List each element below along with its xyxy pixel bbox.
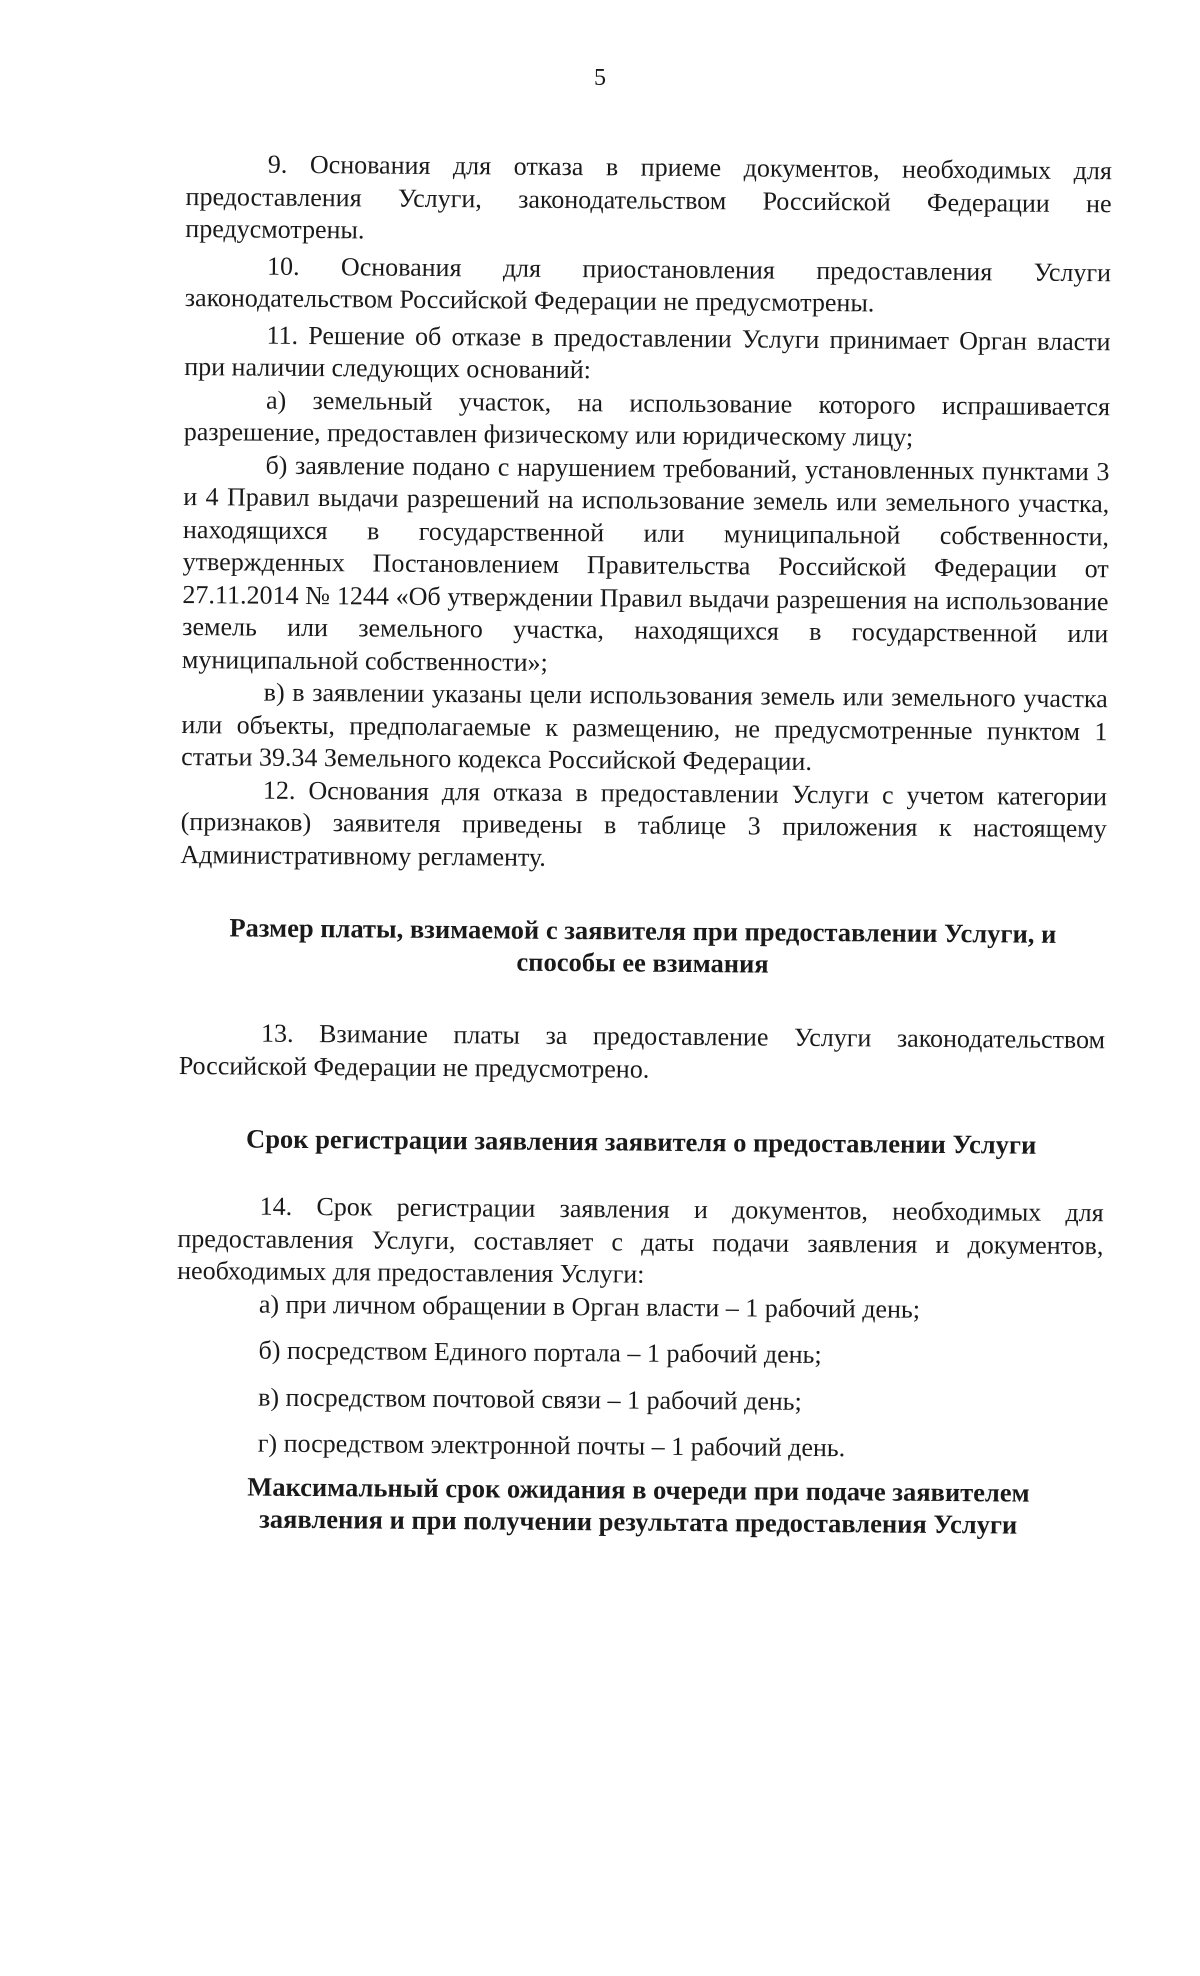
paragraph-11-item-a: а) земельный участок, на использование которого испрашивается разрешение, предоставлен физическому или юридическому лицу; <box>183 385 1111 452</box>
paragraph-14-item-b: б) посредством Единого портала – 1 рабочий день; <box>258 1335 822 1370</box>
paragraph-11-item-c: в) в заявлении указаны цели использования земель или земельного участка или объекты, предполагаемые к размещению, не предусмотренные пунктом 1 статьи 39.34 Земельного кодекса Российской Федерации. <box>181 677 1108 776</box>
paragraph-14-item-c: в) посредством почтовой связи – 1 рабочий день; <box>258 1382 802 1416</box>
section-heading-fee: Размер платы, взимаемой с заявителя при предоставлении Услуги, и способы ее взимания <box>229 912 1057 979</box>
section-heading-queue-line-2: заявления и при получении результата предоставления Услуги <box>259 1503 1018 1540</box>
paragraph-14-item-a: а) при личном обращении в Орган власти – 1 рабочий день; <box>258 1289 921 1324</box>
section-heading-registration: Срок регистрации заявления заявителя о предоставлении Услуги <box>246 1123 1037 1160</box>
section-heading-queue-line-1: Максимальный срок ожидания в очереди при подаче заявителем <box>247 1471 1030 1508</box>
paragraph-14-item-d: г) посредством электронной почты – 1 рабочий день. <box>257 1428 846 1463</box>
paragraph-13: 13. Взимание платы за предоставление Услуги законодательством Российской Федерации не предусмотрено. <box>178 1018 1106 1084</box>
page-number: 5 <box>594 65 606 91</box>
document-body <box>175 148 1112 1541</box>
paragraph-11-item-b: б) заявление подано с нарушением требований, установленных пунктами 3 и 4 Правил выдачи разрешений на использование земель или земельного участка, находящихся в государственной или муниципальной собственности, утвержденных Постановлением Правительства Российской Федерации от 27.11.2014 № 1244 «Об утверждении Правил выдачи разрешения на использование земель или земельного участка, находящихся в государственной или муниципальной собственности»; <box>181 450 1110 677</box>
paragraph-14: 14. Срок регистрации заявления и документов, необходимых для предоставления Услуги, составляет с даты подачи заявления и документов, необходимых для предоставления Услуги: <box>177 1191 1104 1289</box>
paragraph-12: 12. Основания для отказа в предоставлении Услуги с учетом категории (признаков) заявителя приведены в таблице 3 приложения к настоящему Административному регламенту. <box>180 775 1108 872</box>
paragraph-9: 9. Основания для отказа в приеме документов, необходимых для предоставления Услуги, законодательством Российской Федерации не предусмотрены. <box>185 149 1112 245</box>
paragraph-10: 10. Основания для приостановления предоставления Услуги законодательством Российской Федерации не предусмотрены. <box>184 251 1112 318</box>
section-heading-queue <box>175 1469 1101 1540</box>
paragraph-11: 11. Решение об отказе в предоставлении Услуги принимает Орган власти при наличии следующих оснований: <box>184 320 1111 385</box>
